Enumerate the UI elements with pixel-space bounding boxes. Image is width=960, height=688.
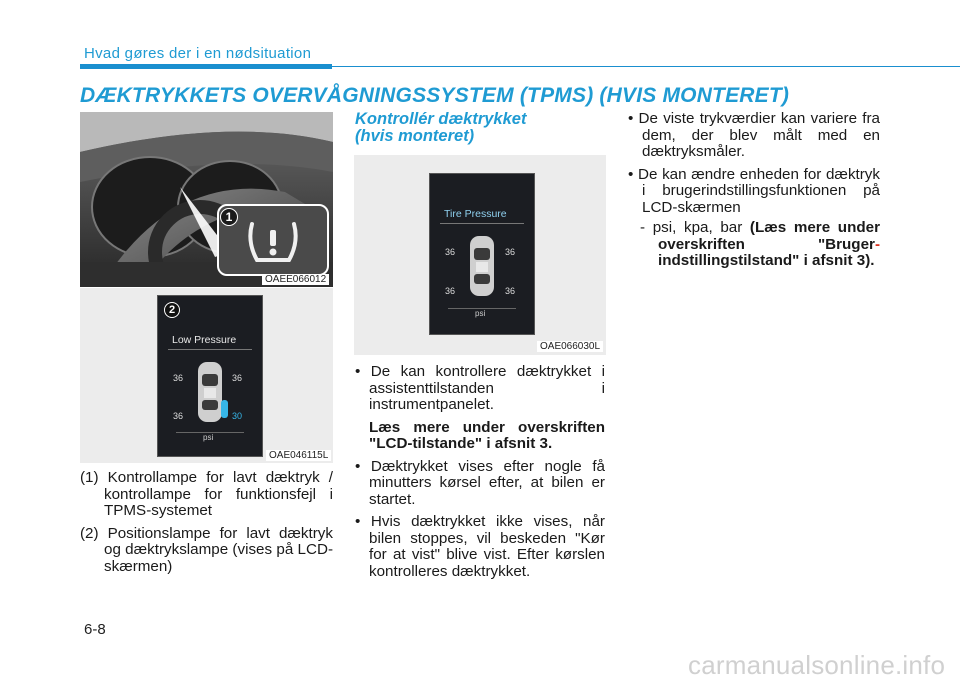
section-header: Hvad gøres der i en nødsituation bbox=[84, 45, 312, 62]
callout-number-2: 2 bbox=[164, 302, 180, 318]
lcd-screen bbox=[429, 173, 535, 335]
figure-code: OAEE066012 bbox=[262, 274, 329, 285]
bullet-2: • De kan ændre enheden for dæktryk i brugerindstillingsfunktionen på LCD-skærmen bbox=[628, 165, 880, 216]
tire-value-fl: 36 bbox=[445, 247, 456, 257]
caption-item-2: (2) Positionslampe for lavt dæktryk og dæktrykslampe (vises på LCD-skærmen) bbox=[80, 524, 333, 575]
car-top-view-icon bbox=[196, 360, 224, 424]
sub-item-dash: - bbox=[874, 235, 880, 253]
tire-value-rr: 36 bbox=[505, 286, 516, 296]
right-column bbox=[628, 111, 880, 270]
watermark: carmanualsonline.info bbox=[688, 650, 946, 680]
section-title-line2: (hvis monteret) bbox=[355, 127, 475, 145]
section-title-line1: Kontrollér dæktrykket bbox=[355, 110, 527, 128]
page-number: 6-8 bbox=[84, 621, 106, 638]
screen-title: Low Pressure bbox=[172, 334, 237, 346]
tire-value-fr: 36 bbox=[505, 247, 516, 257]
bullet-2: • Dæktrykket vises efter nogle få minutters kørsel efter, at bilen er startet. bbox=[355, 457, 605, 508]
low-tire-indicator bbox=[221, 400, 228, 418]
section-title bbox=[355, 111, 605, 145]
bullet-1: • De viste trykværdier kan variere fra dem, der blev målt med en dæktryksmåler. bbox=[628, 110, 880, 160]
sub-item-prefix: - psi, kpa, bar bbox=[640, 219, 750, 236]
lcd-screen bbox=[157, 295, 263, 457]
tire-value-fr: 36 bbox=[232, 373, 243, 383]
middle-column bbox=[355, 364, 605, 580]
sub-item bbox=[628, 220, 880, 270]
tire-pressure-figure bbox=[354, 155, 606, 355]
low-pressure-figure bbox=[80, 288, 333, 463]
sub-item-bold-b: indstillingstilstand" i afsnit 3). bbox=[658, 252, 875, 269]
dashboard-figure bbox=[80, 112, 333, 287]
bullet-1: • De kan kontrollere dæktrykket i assistenttilstanden i instrumentpanelet. bbox=[355, 363, 605, 413]
tire-value-rl: 36 bbox=[445, 286, 456, 296]
figure-code: OAE046115L bbox=[266, 450, 331, 461]
tire-value-fl: 36 bbox=[173, 373, 184, 383]
unit-label: psi bbox=[203, 433, 214, 442]
screen-title: Tire Pressure bbox=[444, 208, 507, 220]
bullet-1-note: Læs mere under overskriften "LCD-tilstande" i afsnit 3. bbox=[369, 418, 605, 452]
header-bar bbox=[80, 64, 332, 69]
callout-number-1: 1 bbox=[220, 208, 238, 226]
header-rule bbox=[332, 66, 960, 67]
tire-value-rl: 36 bbox=[173, 411, 184, 421]
screen-divider bbox=[168, 349, 252, 350]
screen-divider bbox=[440, 223, 524, 224]
sub-item-bold-a: (Læs mere under overskriften "Bruger bbox=[658, 219, 880, 253]
unit-label: psi bbox=[475, 309, 486, 318]
bullet-3: • Hvis dæktrykket ikke vises, når bilen stoppes, vil beskeden "Kør for at vist" blive vist. Efter kørslen kontrolleres dæktrykket. bbox=[355, 513, 605, 580]
car-top-view-icon bbox=[468, 234, 496, 298]
figure-code: OAE066030L bbox=[537, 341, 603, 352]
page-title: DÆKTRYKKETS OVERVÅGNINGSSYSTEM (TPMS) (HVIS MONTERET) bbox=[80, 84, 790, 107]
caption-item-1: (1) Kontrollampe for lavt dæktryk / kontrollampe for funktionsfejl i TPMS-systemet bbox=[80, 469, 333, 519]
left-column bbox=[80, 470, 333, 575]
tire-value-rr-low: 30 bbox=[232, 411, 243, 421]
